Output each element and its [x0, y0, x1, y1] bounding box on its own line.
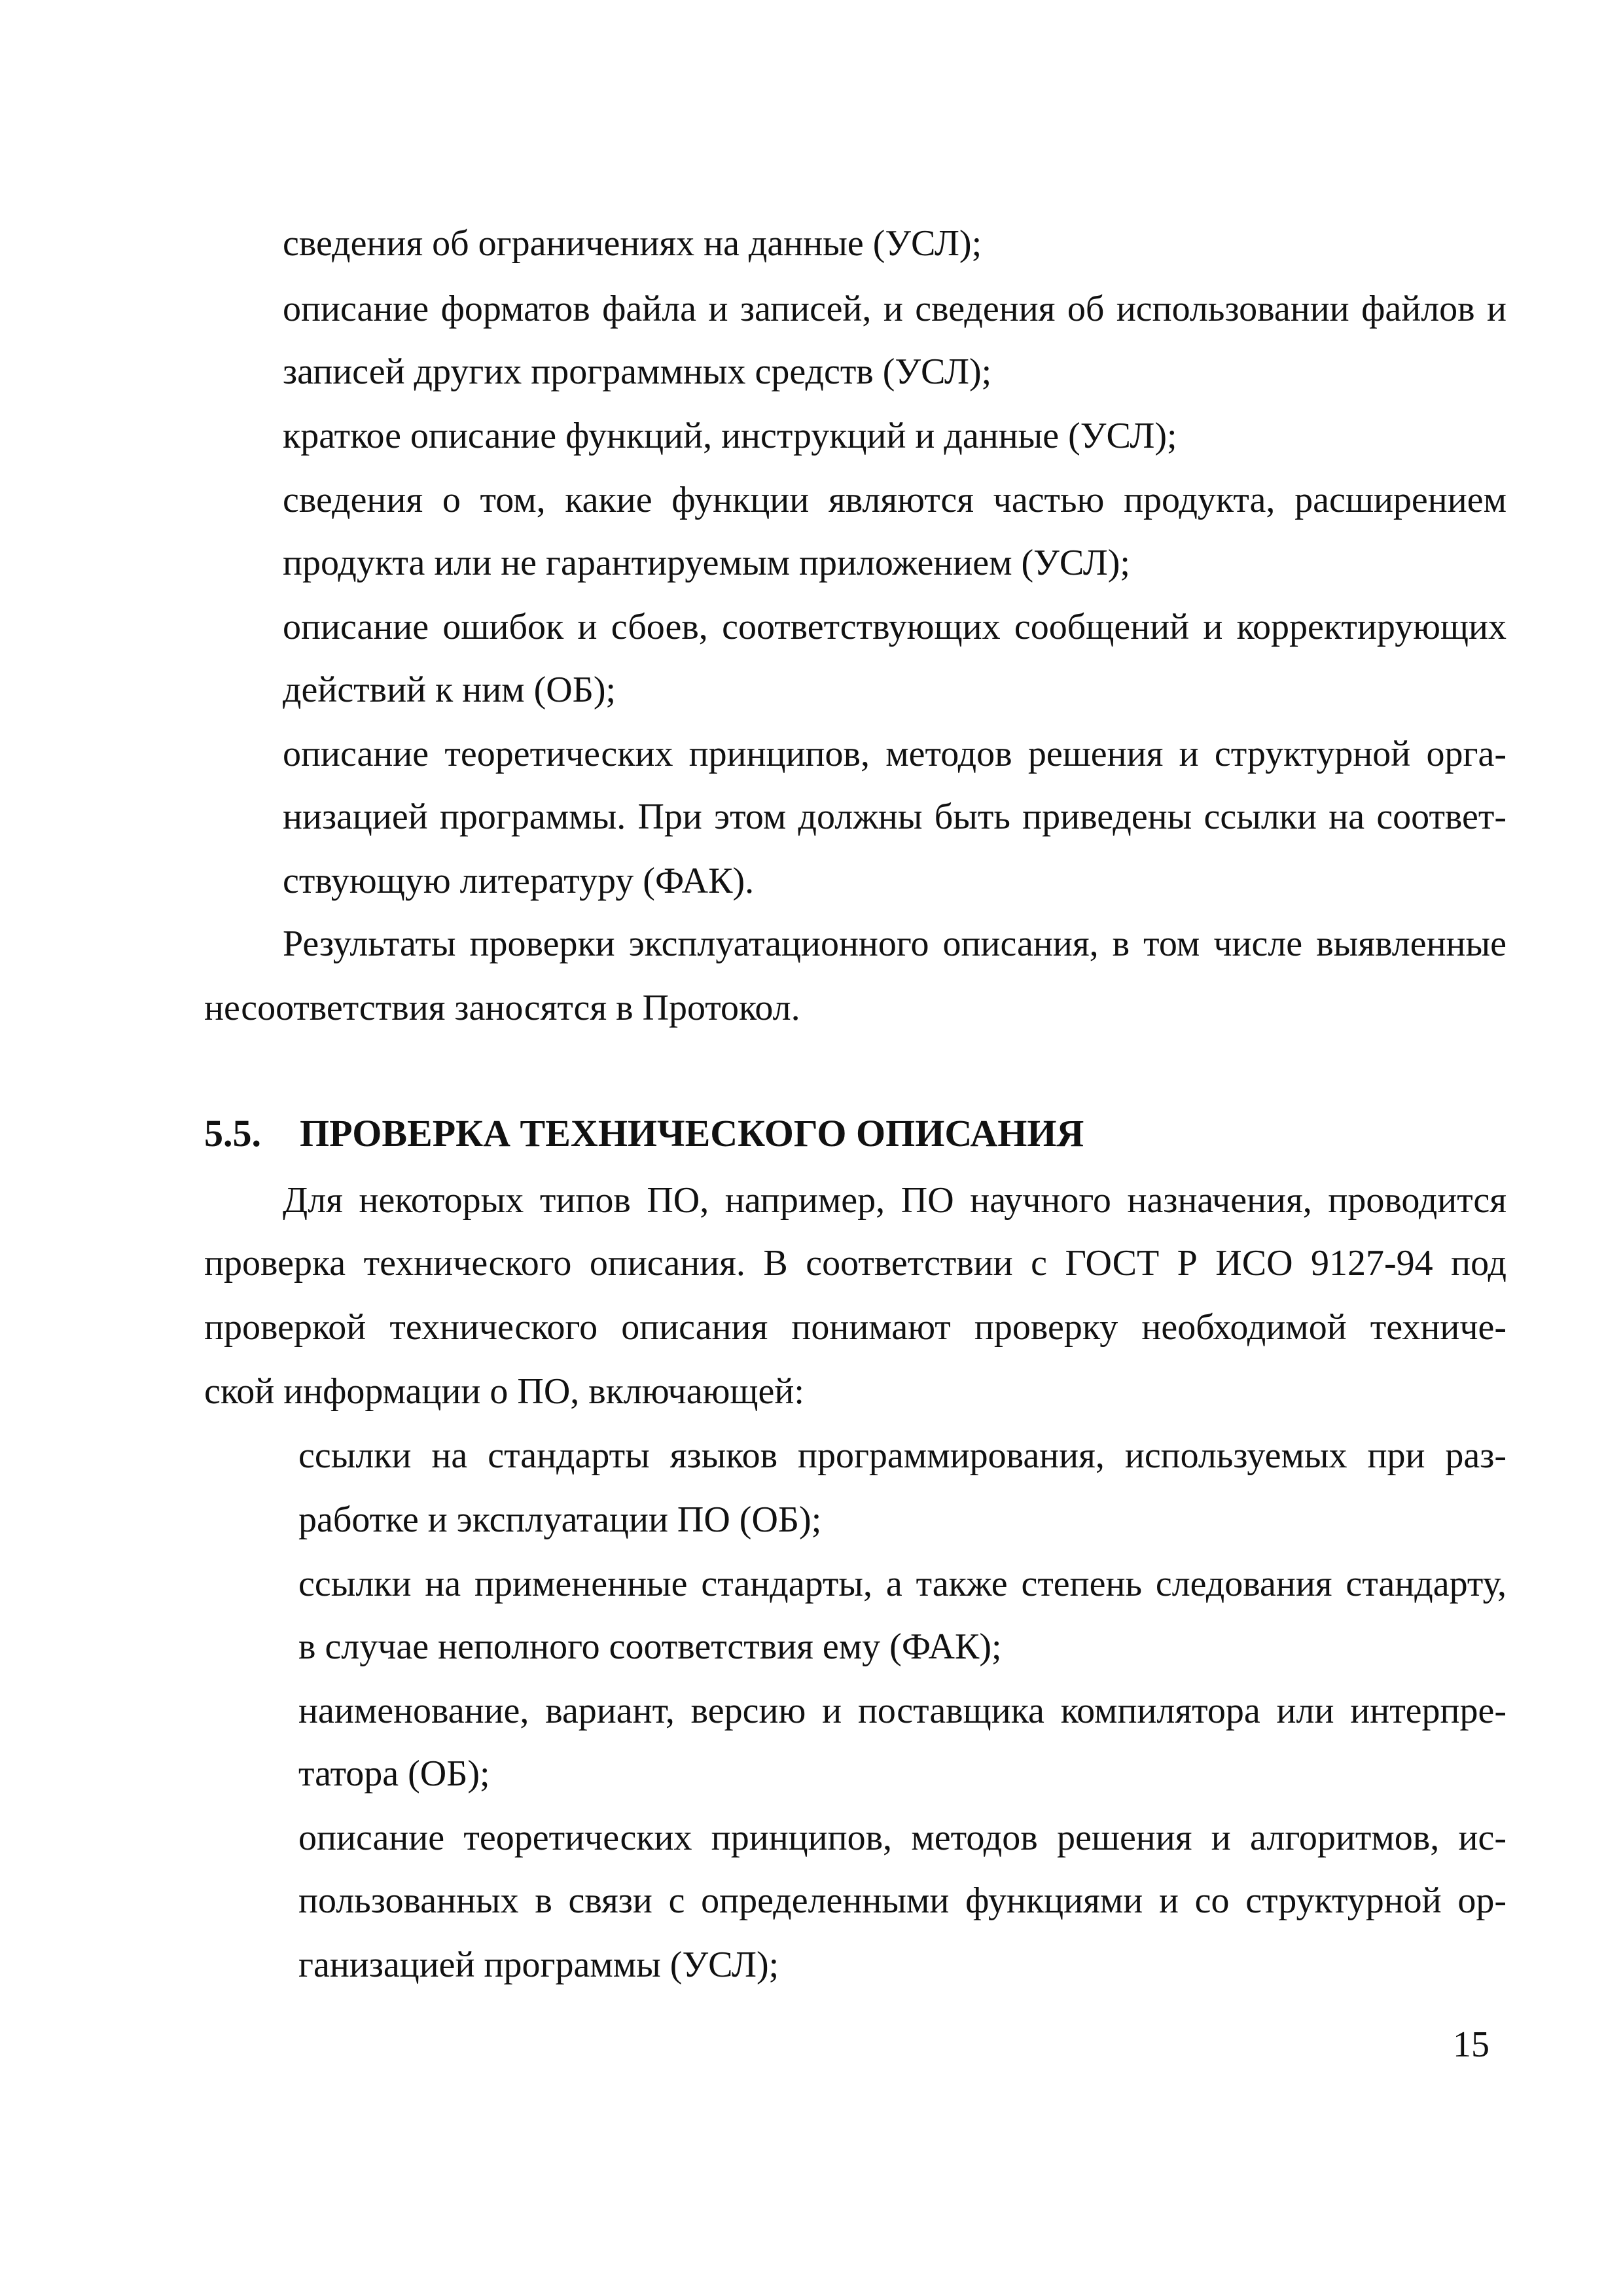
list-item-line: пользованных в связи с определенными функциями и со структурной ор- [298, 1880, 1507, 1921]
paragraph-line: ской информации о ПО, включающей: [204, 1371, 804, 1412]
list-item-line: низацией программы. При этом должны быть приведены ссылки на соответ- [283, 797, 1507, 837]
list-item-line: татора (ОБ); [298, 1753, 490, 1794]
list-item-line: сведения о том, какие функции являются частью продукта, расширением [283, 480, 1507, 520]
list-item-line: работке и эксплуатации ПО (ОБ); [298, 1499, 822, 1540]
list-item-line: наименование, вариант, версию и поставщика компилятора или интерпре- [298, 1691, 1507, 1731]
list-item-line: в случае неполного соответствия ему (ФАК); [298, 1626, 1002, 1667]
paragraph-line: проверка технического описания. В соответствии с ГОСТ Р ИСО 9127-94 под [204, 1243, 1507, 1283]
list-item-line: действий к ним (ОБ); [283, 670, 616, 710]
list-item-line: описание теоретических принципов, методов решения и структурной орга- [283, 734, 1507, 774]
paragraph-line: проверкой технического описания понимают проверку необходимой техниче- [204, 1307, 1507, 1348]
list-item-line: описание теоретических принципов, методов решения и алгоритмов, ис- [298, 1818, 1507, 1858]
list-item-line: ссылки на примененные стандарты, а также степень следования стандарту, [298, 1564, 1507, 1604]
list-item-line: записей других программных средств (УСЛ); [283, 351, 992, 392]
page-number: 15 [1453, 2024, 1489, 2065]
paragraph-line: несоответствия заносятся в Протокол. [204, 988, 800, 1028]
list-item-line: ствующую литературу (ФАК). [283, 861, 755, 901]
section-title: ПРОВЕРКА ТЕХНИЧЕСКОГО ОПИСАНИЯ [300, 1112, 1084, 1155]
list-item-line: сведения об ограничениях на данные (УСЛ); [283, 223, 982, 264]
paragraph-line: Результаты проверки эксплуатационного описания, в том числе выявленные [283, 924, 1507, 964]
list-item-line: описание ошибок и сбоев, соответствующих сообщений и корректирующих [283, 607, 1507, 647]
list-item-line: краткое описание функций, инструкций и данные (УСЛ); [283, 416, 1177, 456]
list-item-line: продукта или не гарантируемым приложением (УСЛ); [283, 543, 1130, 583]
list-item-line: ганизацией программы (УСЛ); [298, 1945, 779, 1985]
list-item-line: описание форматов файла и записей, и сведения об использовании файлов и [283, 289, 1507, 329]
list-item-line: ссылки на стандарты языков программирования, используемых при раз- [298, 1435, 1507, 1476]
section-number: 5.5. [204, 1112, 261, 1155]
paragraph-line: Для некоторых типов ПО, например, ПО научного назначения, проводится [283, 1180, 1507, 1221]
